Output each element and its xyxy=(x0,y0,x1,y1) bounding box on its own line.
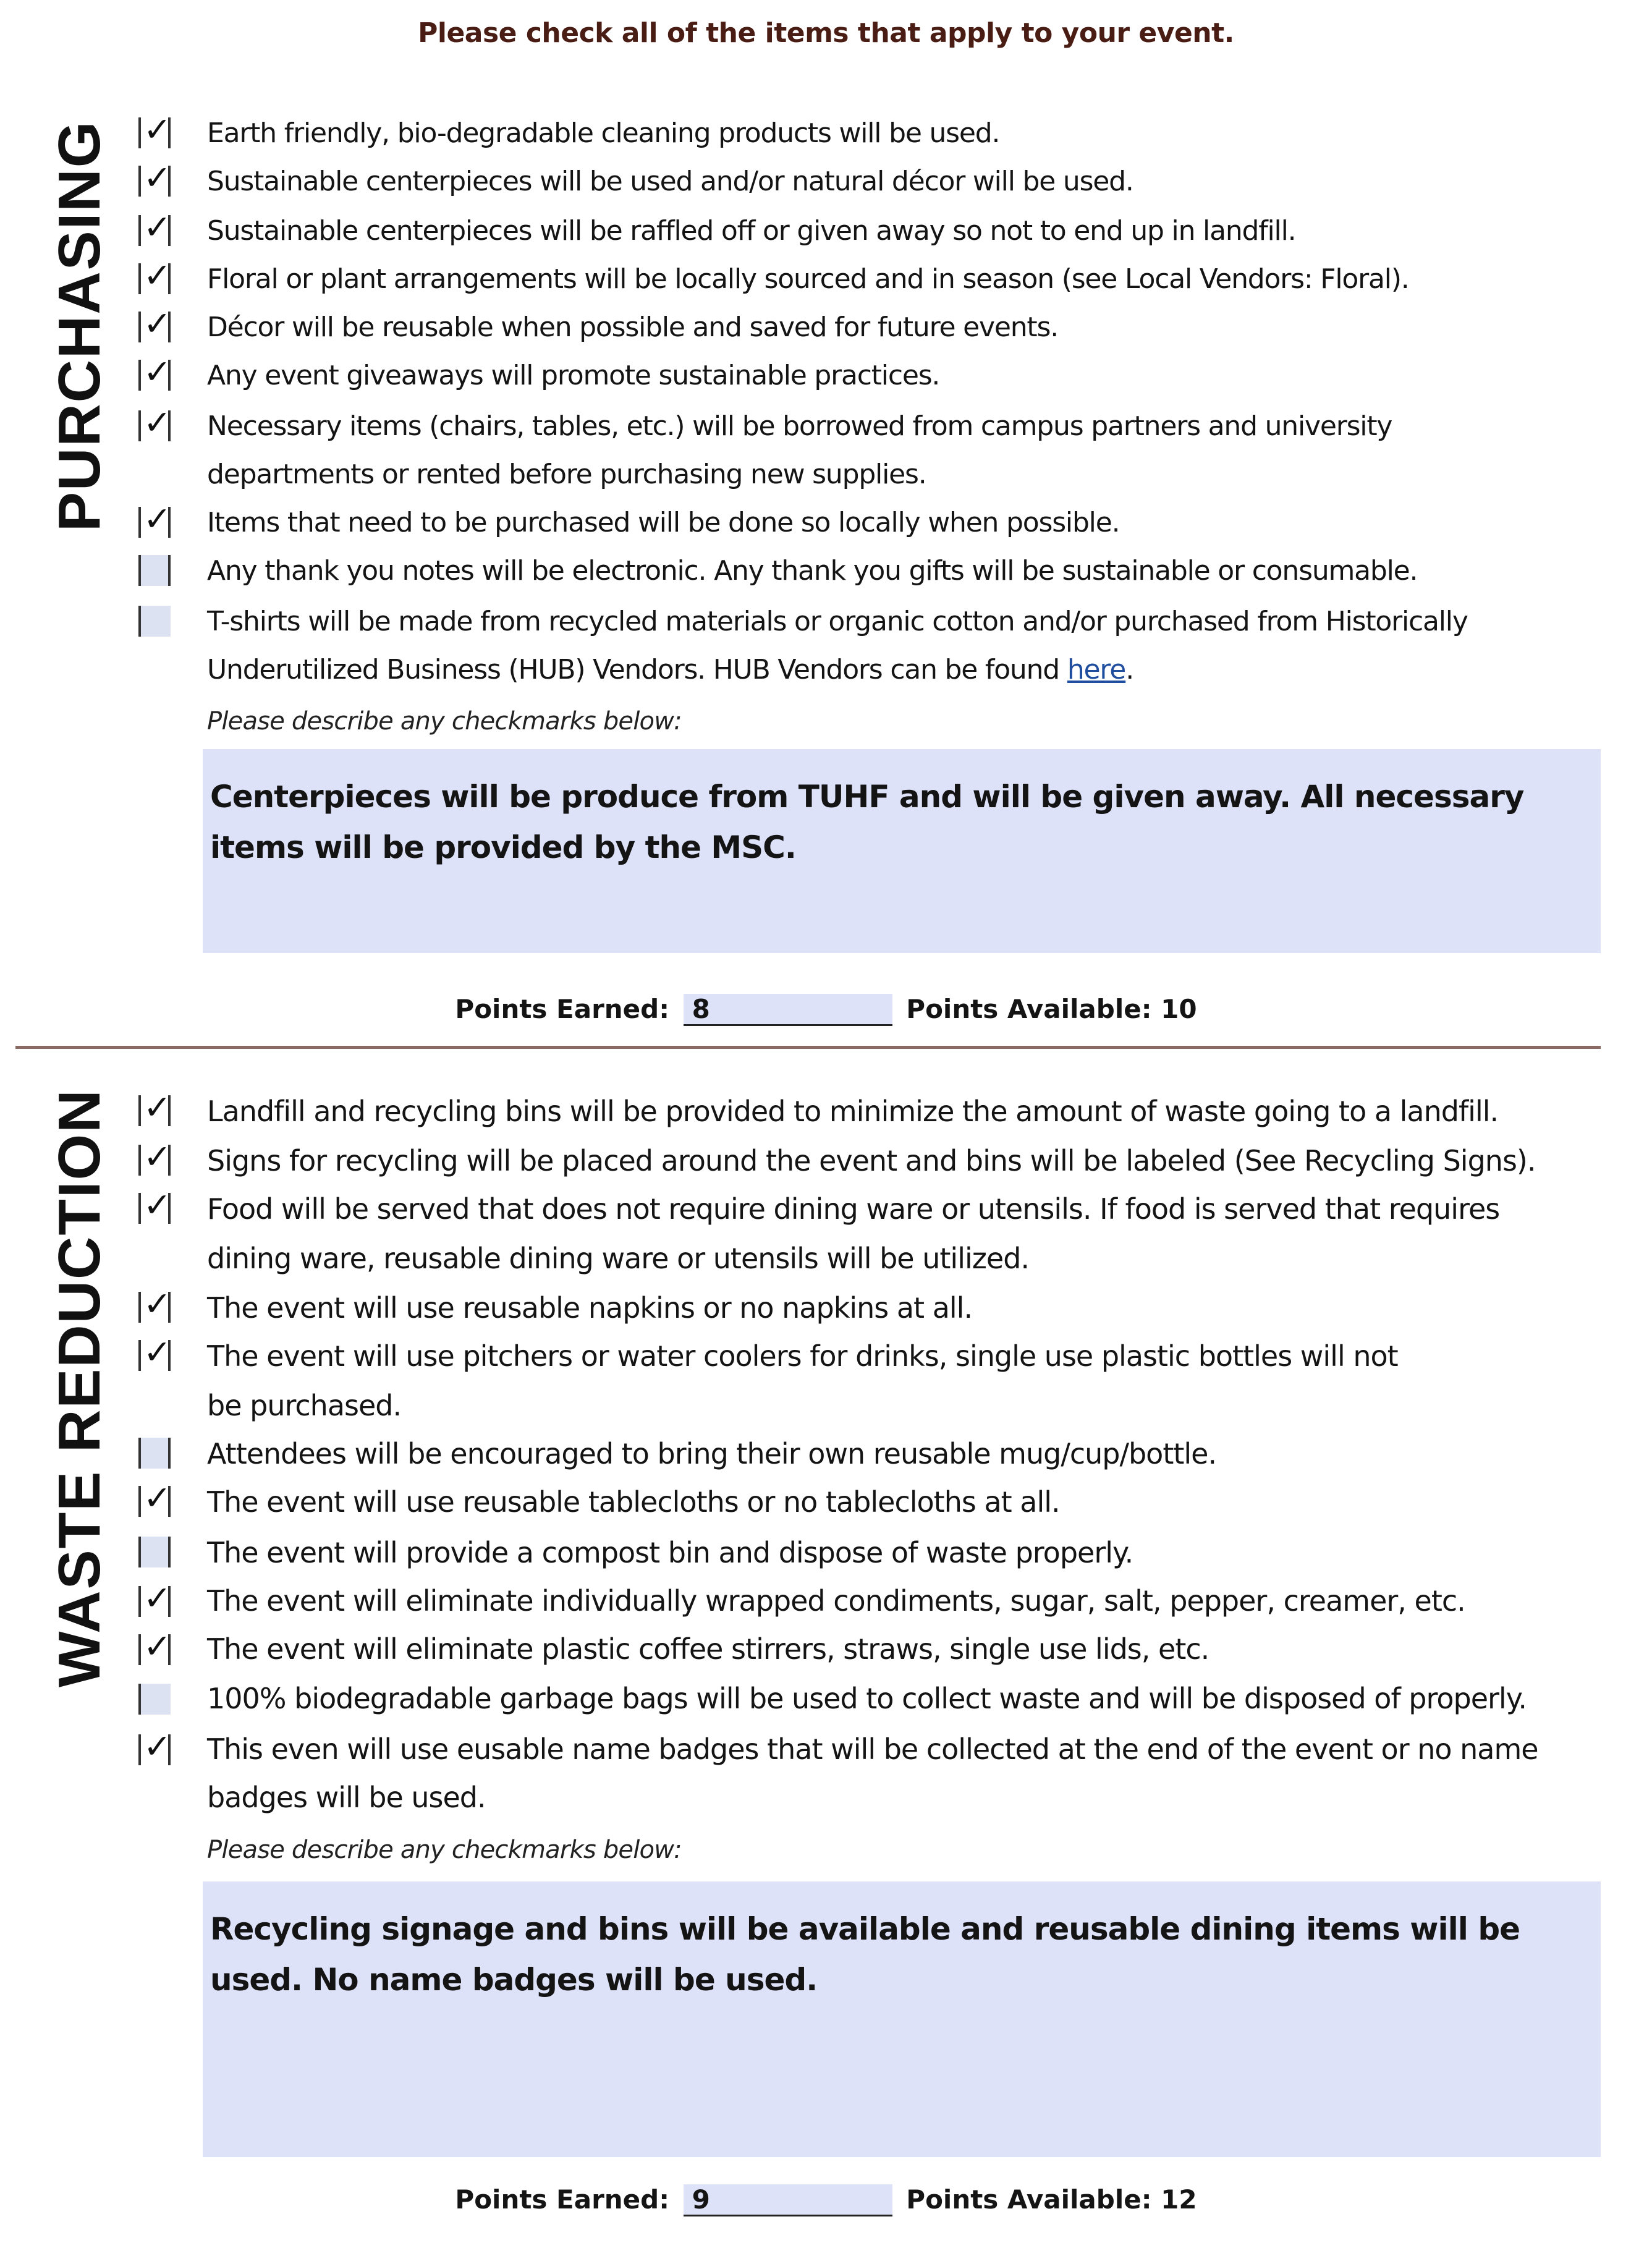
checkmark-icon: ✓ xyxy=(143,110,172,149)
checkbox-own-reusable-mug[interactable] xyxy=(138,1438,171,1469)
item-label-text: Underutilized Business (HUB) Vendors. HUB Vendors can be found xyxy=(207,654,1067,685)
item-label-continued xyxy=(207,653,1133,687)
points-earned-label: Points Earned: xyxy=(455,994,670,1024)
checkmark-icon: ✓ xyxy=(143,1186,172,1224)
purchasing-description-field[interactable] xyxy=(203,749,1601,953)
points-available-label: Points Available: 12 xyxy=(906,2184,1197,2215)
item-label: The event will use reusable napkins or no napkins at all. xyxy=(207,1291,973,1325)
checkbox-no-dining-ware[interactable] xyxy=(138,1186,172,1224)
describe-prompt: Please describe any checkmarks below: xyxy=(207,1836,682,1864)
checkbox-decor-reusable[interactable] xyxy=(138,304,172,343)
item-label: The event will use reusable tablecloths or no tablecloths at all. xyxy=(207,1485,1060,1519)
points-earned-label: Points Earned: xyxy=(455,2184,670,2215)
item-label: The event will eliminate plastic coffee stirrers, straws, single use lids, etc. xyxy=(207,1632,1209,1666)
section-label-purchasing: PURCHASING xyxy=(46,120,112,532)
checkmark-icon: ✓ xyxy=(143,1627,172,1666)
checkbox-borrow-items[interactable] xyxy=(138,403,172,442)
checkmark-icon: ✓ xyxy=(143,352,172,391)
checkmark-icon: ✓ xyxy=(143,403,172,442)
points-available-label: Points Available: 10 xyxy=(906,994,1197,1024)
checkbox-sustainable-centerpieces[interactable] xyxy=(138,158,172,197)
checkbox-eliminate-condiments[interactable] xyxy=(138,1579,172,1618)
checkmark-icon: ✓ xyxy=(143,1579,172,1618)
item-label: Items that need to be purchased will be done so locally when possible. xyxy=(207,507,1120,538)
page-instruction: Please check all of the items that apply to your event. xyxy=(418,17,1234,49)
checkmark-icon: ✓ xyxy=(143,1727,172,1766)
checkbox-floral-local[interactable] xyxy=(138,256,172,295)
checkbox-tshirts[interactable] xyxy=(138,606,171,637)
item-label-continued: departments or rented before purchasing new supplies. xyxy=(207,459,926,490)
checkmark-icon: ✓ xyxy=(143,304,172,343)
checkbox-landfill-recycling-bins[interactable] xyxy=(138,1088,172,1127)
checkbox-thank-you-notes[interactable] xyxy=(138,555,171,586)
section-label-waste-reduction: WASTE REDUCTION xyxy=(46,1088,112,1687)
checkbox-reusable-tablecloths[interactable] xyxy=(138,1478,172,1517)
waste-description-field[interactable] xyxy=(203,1881,1601,2157)
checkmark-icon: ✓ xyxy=(143,499,172,538)
checkbox-name-badges[interactable] xyxy=(138,1727,172,1766)
item-label: Any thank you notes will be electronic. Any thank you gifts will be sustainable or consumable. xyxy=(207,555,1418,587)
item-label-continued: be purchased. xyxy=(207,1389,402,1422)
item-label: The event will provide a compost bin and dispose of waste properly. xyxy=(207,1536,1133,1569)
checkmark-icon: ✓ xyxy=(143,1284,172,1323)
item-label: Sustainable centerpieces will be raffled off or given away so not to end up in landfill. xyxy=(207,215,1296,247)
points-earned-field[interactable]: 8 xyxy=(684,994,892,1026)
describe-prompt: Please describe any checkmarks below: xyxy=(207,707,682,736)
checkbox-giveaways[interactable] xyxy=(138,352,172,391)
checkmark-icon: ✓ xyxy=(143,208,172,247)
item-label: T-shirts will be made from recycled materials or organic cotton and/or purchased from Historically xyxy=(207,606,1468,637)
item-label: Floral or plant arrangements will be locally sourced and in season (see Local Vendors: Floral). xyxy=(207,263,1409,295)
points-earned-field[interactable]: 9 xyxy=(684,2184,892,2216)
checkbox-centerpieces-raffled[interactable] xyxy=(138,208,172,247)
checkmark-icon: ✓ xyxy=(143,256,172,295)
item-label: This even will use eusable name badges that will be collected at the end of the event or no name xyxy=(207,1733,1538,1766)
item-label: The event will use pitchers or water coolers for drinks, single use plastic bottles will not xyxy=(207,1339,1398,1373)
checkbox-compost-bin[interactable] xyxy=(138,1537,171,1567)
item-label-continued: badges will be used. xyxy=(207,1781,486,1814)
item-label: Signs for recycling will be placed around the event and bins will be labeled (See Recycling Signs). xyxy=(207,1144,1536,1177)
item-label: Sustainable centerpieces will be used and/or natural décor will be used. xyxy=(207,166,1133,197)
checkbox-purchase-locally[interactable] xyxy=(138,499,172,538)
item-label: Décor will be reusable when possible and saved for future events. xyxy=(207,312,1058,343)
checkmark-icon: ✓ xyxy=(143,1137,172,1176)
checkbox-reusable-napkins[interactable] xyxy=(138,1284,172,1323)
checkbox-biodegradable-bags[interactable] xyxy=(138,1684,171,1715)
checkmark-icon: ✓ xyxy=(143,158,172,197)
item-label-punct: . xyxy=(1125,654,1133,685)
item-label: 100% biodegradable garbage bags will be used to collect waste and will be disposed of properly. xyxy=(207,1682,1527,1715)
item-label: Food will be served that does not require dining ware or utensils. If food is served that requires xyxy=(207,1192,1500,1226)
item-label: Landfill and recycling bins will be provided to minimize the amount of waste going to a landfill. xyxy=(207,1095,1499,1128)
hub-vendors-link[interactable]: here xyxy=(1067,654,1126,685)
item-label: The event will eliminate individually wrapped condiments, sugar, salt, pepper, creamer, etc. xyxy=(207,1584,1465,1618)
waste-points-row xyxy=(0,2184,1652,2216)
item-label: Attendees will be encouraged to bring their own reusable mug/cup/bottle. xyxy=(207,1437,1217,1470)
item-label-continued: dining ware, reusable dining ware or utensils will be utilized. xyxy=(207,1242,1030,1275)
checkmark-icon: ✓ xyxy=(143,1478,172,1517)
checkbox-recycling-signs[interactable] xyxy=(138,1137,172,1176)
item-label: Any event giveaways will promote sustainable practices. xyxy=(207,360,940,391)
section-divider xyxy=(15,1046,1601,1049)
checkbox-eliminate-stirrers[interactable] xyxy=(138,1627,172,1666)
checkbox-eco-cleaning[interactable] xyxy=(138,110,172,149)
purchasing-description-text: Centerpieces will be produce from TUHF and will be given away. All necessary items will be provided by the MSC. xyxy=(210,779,1524,865)
checkmark-icon: ✓ xyxy=(143,1333,172,1372)
waste-description-text: Recycling signage and bins will be available and reusable dining items will be used. No name badges will be used. xyxy=(210,1911,1520,1998)
purchasing-points-row xyxy=(0,994,1652,1026)
checkbox-pitchers-water-coolers[interactable] xyxy=(138,1333,172,1372)
item-label: Necessary items (chairs, tables, etc.) will be borrowed from campus partners and university xyxy=(207,410,1392,442)
checkmark-icon: ✓ xyxy=(143,1088,172,1127)
item-label: Earth friendly, bio-degradable cleaning products will be used. xyxy=(207,117,1000,149)
